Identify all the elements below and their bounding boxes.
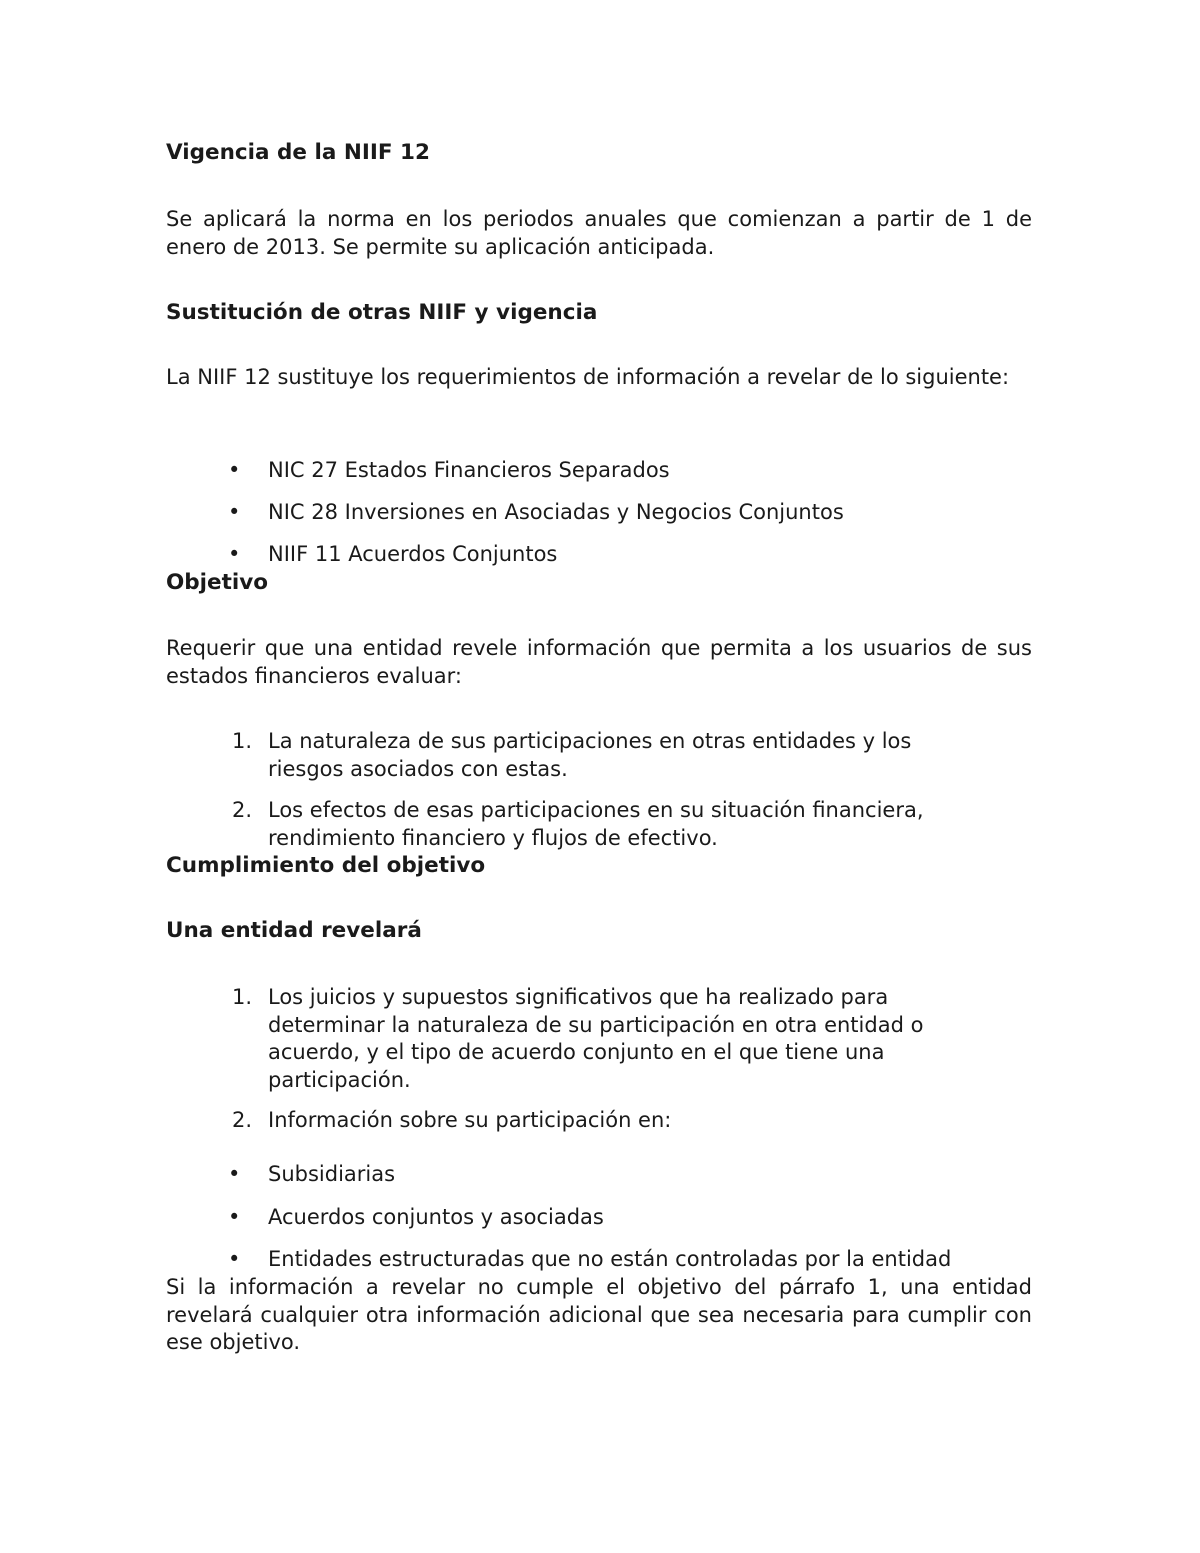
paragraph-sustitucion: La NIIF 12 sustituye los requerimientos de información a revelar de lo siguiente:	[166, 365, 1010, 389]
list-item-text: La naturaleza de sus participaciones en otras entidades y los riesgos asociados con estas.	[268, 729, 912, 781]
list-item-text: Entidades estructuradas que no están controladas por la entidad	[268, 1247, 952, 1271]
heading-objetivo: Objetivo	[166, 570, 269, 595]
paragraph-final: Si la información a revelar no cumple el objetivo del párrafo 1, una entidad revelará cualquier otra información adicional que sea necesaria para cumplir con ese objetivo.	[166, 1275, 1032, 1354]
list-item-text: NIC 27 Estados Financieros Separados	[268, 458, 670, 482]
paragraph-objetivo: Requerir que una entidad revele información que permita a los usuarios de sus estados financieros evaluar:	[166, 636, 1032, 688]
list-number: 2.	[232, 1108, 253, 1132]
bullet-icon: •	[228, 500, 241, 524]
list-item-text: Acuerdos conjuntos y asociadas	[268, 1205, 604, 1229]
list-item-text: NIC 28 Inversiones en Asociadas y Negocios Conjuntos	[268, 500, 844, 524]
bullet-icon: •	[228, 542, 241, 566]
heading-cumplimiento: Cumplimiento del objetivo	[166, 853, 486, 878]
bullet-icon: •	[228, 1247, 241, 1271]
heading-revelara: Una entidad revelará	[166, 918, 422, 943]
list-number: 1.	[232, 985, 253, 1009]
list-number: 1.	[232, 729, 253, 753]
list-item-text: NIIF 11 Acuerdos Conjuntos	[268, 542, 558, 566]
list-item-text: Información sobre su participación en:	[268, 1108, 672, 1132]
list-item-text: Los juicios y supuestos significativos que ha realizado para determinar la naturaleza de su participación en otra entidad o acuerdo, y el tipo de acuerdo conjunto en el que tiene una participación.	[268, 985, 924, 1092]
bullet-icon: •	[228, 458, 241, 482]
bullet-icon: •	[228, 1205, 241, 1229]
heading-sustitucion: Sustitución de otras NIIF y vigencia	[166, 300, 598, 325]
bullet-icon: •	[228, 1162, 241, 1186]
list-item-text: Los efectos de esas participaciones en su situación financiera, rendimiento financiero y flujos de efectivo.	[268, 798, 924, 850]
list-number: 2.	[232, 798, 253, 822]
heading-vigencia: Vigencia de la NIIF 12	[166, 140, 430, 165]
paragraph-vigencia: Se aplicará la norma en los periodos anuales que comienzan a partir de 1 de enero de 2013. Se permite su aplicación anticipada.	[166, 207, 1032, 259]
list-item-text: Subsidiarias	[268, 1162, 396, 1186]
